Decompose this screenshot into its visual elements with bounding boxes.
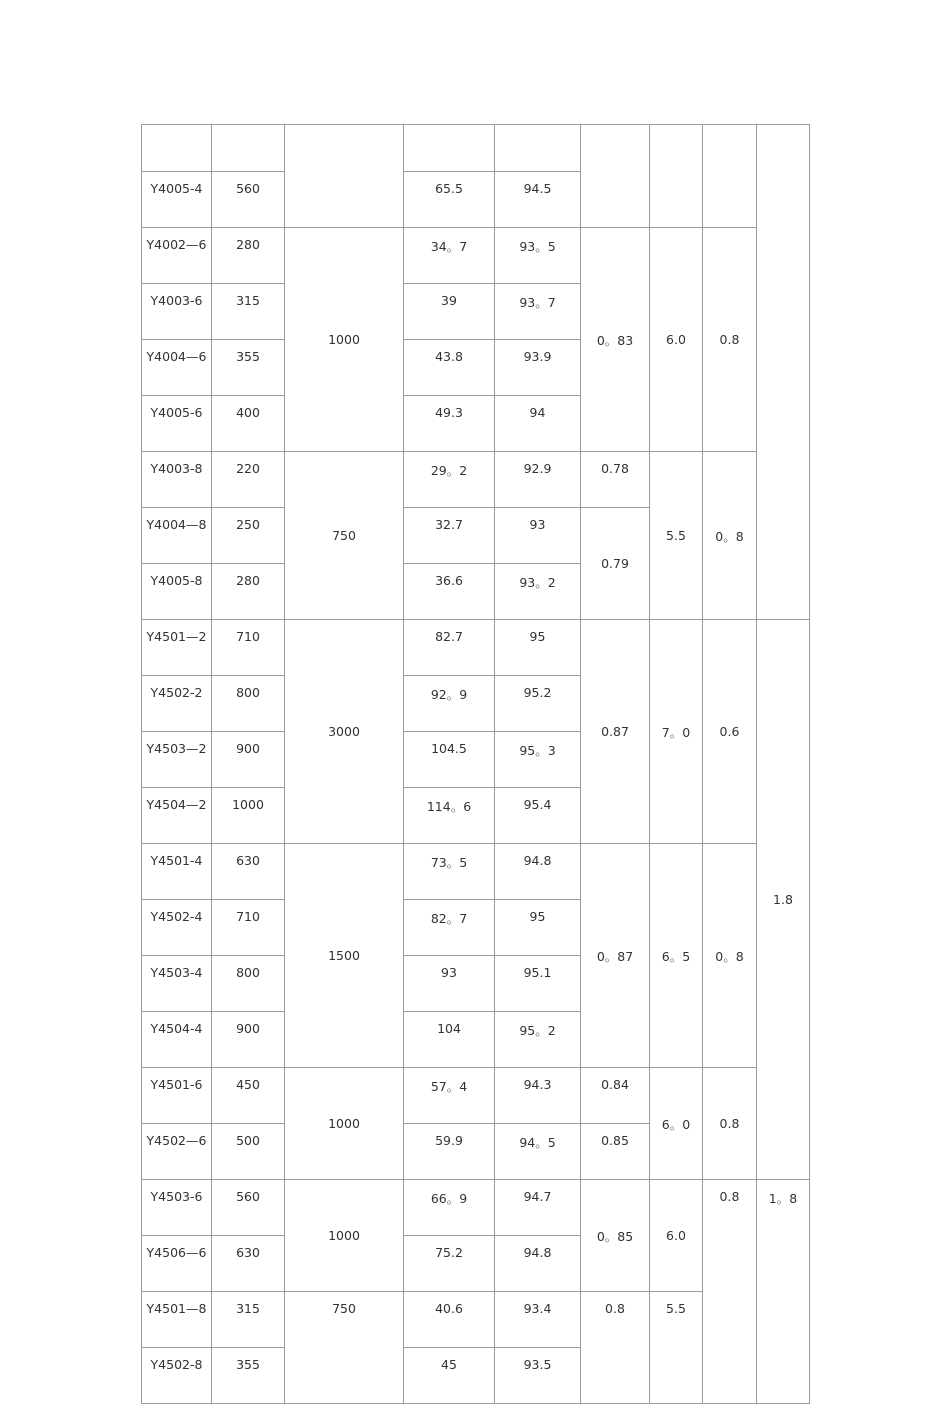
model-cell: Y4502-2 — [142, 676, 212, 732]
start-ratio-cell: 6。5 — [650, 844, 703, 1068]
current-cell: 45 — [404, 1348, 495, 1404]
efficiency-cell: 94.5 — [495, 172, 581, 228]
current-cell: 82.7 — [404, 620, 495, 676]
model-cell: Y4504—2 — [142, 788, 212, 844]
power-cell: 250 — [212, 508, 285, 564]
current-cell: 104 — [404, 1012, 495, 1068]
efficiency-cell: 95。3 — [495, 732, 581, 788]
start-ratio-cell: 6.0 — [650, 228, 703, 452]
efficiency-cell: 95 — [495, 620, 581, 676]
power-factor-cell: 0.78 — [581, 452, 650, 508]
efficiency-cell — [495, 125, 581, 172]
power-cell: 900 — [212, 732, 285, 788]
speed-cell: 1000 — [285, 1180, 404, 1292]
speed-cell: 1000 — [285, 1068, 404, 1180]
model-cell: Y4005-4 — [142, 172, 212, 228]
model-cell: Y4506—6 — [142, 1236, 212, 1292]
power-factor-cell: 0.85 — [581, 1124, 650, 1180]
overload-cell: 0.6 — [703, 620, 757, 844]
model-cell: Y4503-4 — [142, 956, 212, 1012]
model-cell: Y4503-6 — [142, 1180, 212, 1236]
current-cell: 82。7 — [404, 900, 495, 956]
start-ratio-cell: 6。0 — [650, 1068, 703, 1180]
current-cell: 75.2 — [404, 1236, 495, 1292]
start-ratio-cell: 5.5 — [650, 452, 703, 620]
model-cell: Y4504-4 — [142, 1012, 212, 1068]
efficiency-cell: 95.4 — [495, 788, 581, 844]
table-row — [142, 620, 810, 676]
power-cell: 710 — [212, 900, 285, 956]
current-cell — [404, 125, 495, 172]
current-cell: 104.5 — [404, 732, 495, 788]
power-factor-cell: 0.84 — [581, 1068, 650, 1124]
power-factor-cell: 0。87 — [581, 844, 650, 1068]
model-cell: Y4005-6 — [142, 396, 212, 452]
efficiency-cell: 93.9 — [495, 340, 581, 396]
table-row — [142, 125, 810, 172]
power-cell: 315 — [212, 1292, 285, 1348]
power-factor-cell: 0.87 — [581, 620, 650, 844]
efficiency-cell: 94.8 — [495, 1236, 581, 1292]
current-cell: 57。4 — [404, 1068, 495, 1124]
model-cell: Y4004—6 — [142, 340, 212, 396]
efficiency-cell: 93.4 — [495, 1292, 581, 1348]
power-factor-cell: 0。83 — [581, 228, 650, 452]
start-ratio-cell — [650, 125, 703, 228]
power-factor-cell: 0。85 — [581, 1180, 650, 1292]
efficiency-cell: 94.3 — [495, 1068, 581, 1124]
current-cell: 92。9 — [404, 676, 495, 732]
power-cell: 280 — [212, 228, 285, 284]
model-cell: Y4003-8 — [142, 452, 212, 508]
speed-cell: 1000 — [285, 228, 404, 452]
overload-cell: 0.8 — [703, 1180, 757, 1404]
efficiency-cell: 93。7 — [495, 284, 581, 340]
power-cell: 800 — [212, 676, 285, 732]
model-cell: Y4501-4 — [142, 844, 212, 900]
overload-cell: 0。8 — [703, 452, 757, 620]
overload-cell: 0。8 — [703, 844, 757, 1068]
power-cell: 450 — [212, 1068, 285, 1124]
speed-cell: 750 — [285, 1292, 404, 1404]
table-row — [142, 1180, 810, 1236]
motor-spec-table — [141, 124, 810, 1404]
overload-cell — [703, 125, 757, 228]
current-cell: 114。6 — [404, 788, 495, 844]
model-cell: Y4502-4 — [142, 900, 212, 956]
current-cell: 43.8 — [404, 340, 495, 396]
table-row — [142, 1068, 810, 1124]
efficiency-cell: 95。2 — [495, 1012, 581, 1068]
speed-cell: 3000 — [285, 620, 404, 844]
current-cell: 59.9 — [404, 1124, 495, 1180]
start-ratio-cell: 6.0 — [650, 1180, 703, 1292]
power-cell: 220 — [212, 452, 285, 508]
torque-cell: 1。8 — [757, 1180, 810, 1404]
power-cell: 400 — [212, 396, 285, 452]
speed-cell — [285, 125, 404, 228]
overload-cell: 0.8 — [703, 1068, 757, 1180]
model-cell: Y4004—8 — [142, 508, 212, 564]
power-cell: 560 — [212, 1180, 285, 1236]
power-cell: 900 — [212, 1012, 285, 1068]
power-factor-cell: 0.79 — [581, 508, 650, 620]
power-cell: 1000 — [212, 788, 285, 844]
model-cell: Y4002—6 — [142, 228, 212, 284]
current-cell: 40.6 — [404, 1292, 495, 1348]
current-cell: 32.7 — [404, 508, 495, 564]
efficiency-cell: 93。5 — [495, 228, 581, 284]
efficiency-cell: 94.8 — [495, 844, 581, 900]
current-cell: 29。2 — [404, 452, 495, 508]
power-cell — [212, 125, 285, 172]
start-ratio-cell: 7。0 — [650, 620, 703, 844]
current-cell: 36.6 — [404, 564, 495, 620]
current-cell: 39 — [404, 284, 495, 340]
efficiency-cell: 95.1 — [495, 956, 581, 1012]
efficiency-cell: 93。2 — [495, 564, 581, 620]
torque-cell: 1.8 — [757, 620, 810, 1180]
power-factor-cell — [581, 125, 650, 228]
current-cell: 49.3 — [404, 396, 495, 452]
efficiency-cell: 93 — [495, 508, 581, 564]
power-cell: 560 — [212, 172, 285, 228]
power-cell: 280 — [212, 564, 285, 620]
torque-cell — [757, 125, 810, 620]
power-cell: 355 — [212, 340, 285, 396]
speed-cell: 750 — [285, 452, 404, 620]
model-cell: Y4501-6 — [142, 1068, 212, 1124]
model-cell: Y4501—2 — [142, 620, 212, 676]
start-ratio-cell: 5.5 — [650, 1292, 703, 1404]
efficiency-cell: 95 — [495, 900, 581, 956]
power-cell: 800 — [212, 956, 285, 1012]
overload-cell: 0.8 — [703, 228, 757, 452]
power-cell: 500 — [212, 1124, 285, 1180]
current-cell: 65.5 — [404, 172, 495, 228]
current-cell: 34。7 — [404, 228, 495, 284]
model-cell: Y4501—8 — [142, 1292, 212, 1348]
current-cell: 66。9 — [404, 1180, 495, 1236]
power-factor-cell: 0.8 — [581, 1292, 650, 1404]
efficiency-cell: 94 — [495, 396, 581, 452]
power-cell: 710 — [212, 620, 285, 676]
current-cell: 93 — [404, 956, 495, 1012]
model-cell — [142, 125, 212, 172]
table-row — [142, 844, 810, 900]
power-cell: 630 — [212, 844, 285, 900]
table-row — [142, 452, 810, 508]
efficiency-cell: 94。5 — [495, 1124, 581, 1180]
efficiency-cell: 95.2 — [495, 676, 581, 732]
efficiency-cell: 92.9 — [495, 452, 581, 508]
power-cell: 355 — [212, 1348, 285, 1404]
speed-cell: 1500 — [285, 844, 404, 1068]
current-cell: 73。5 — [404, 844, 495, 900]
table-row — [142, 228, 810, 284]
power-cell: 315 — [212, 284, 285, 340]
model-cell: Y4502—6 — [142, 1124, 212, 1180]
model-cell: Y4502-8 — [142, 1348, 212, 1404]
model-cell: Y4503—2 — [142, 732, 212, 788]
efficiency-cell: 93.5 — [495, 1348, 581, 1404]
model-cell: Y4003-6 — [142, 284, 212, 340]
model-cell: Y4005-8 — [142, 564, 212, 620]
power-cell: 630 — [212, 1236, 285, 1292]
efficiency-cell: 94.7 — [495, 1180, 581, 1236]
